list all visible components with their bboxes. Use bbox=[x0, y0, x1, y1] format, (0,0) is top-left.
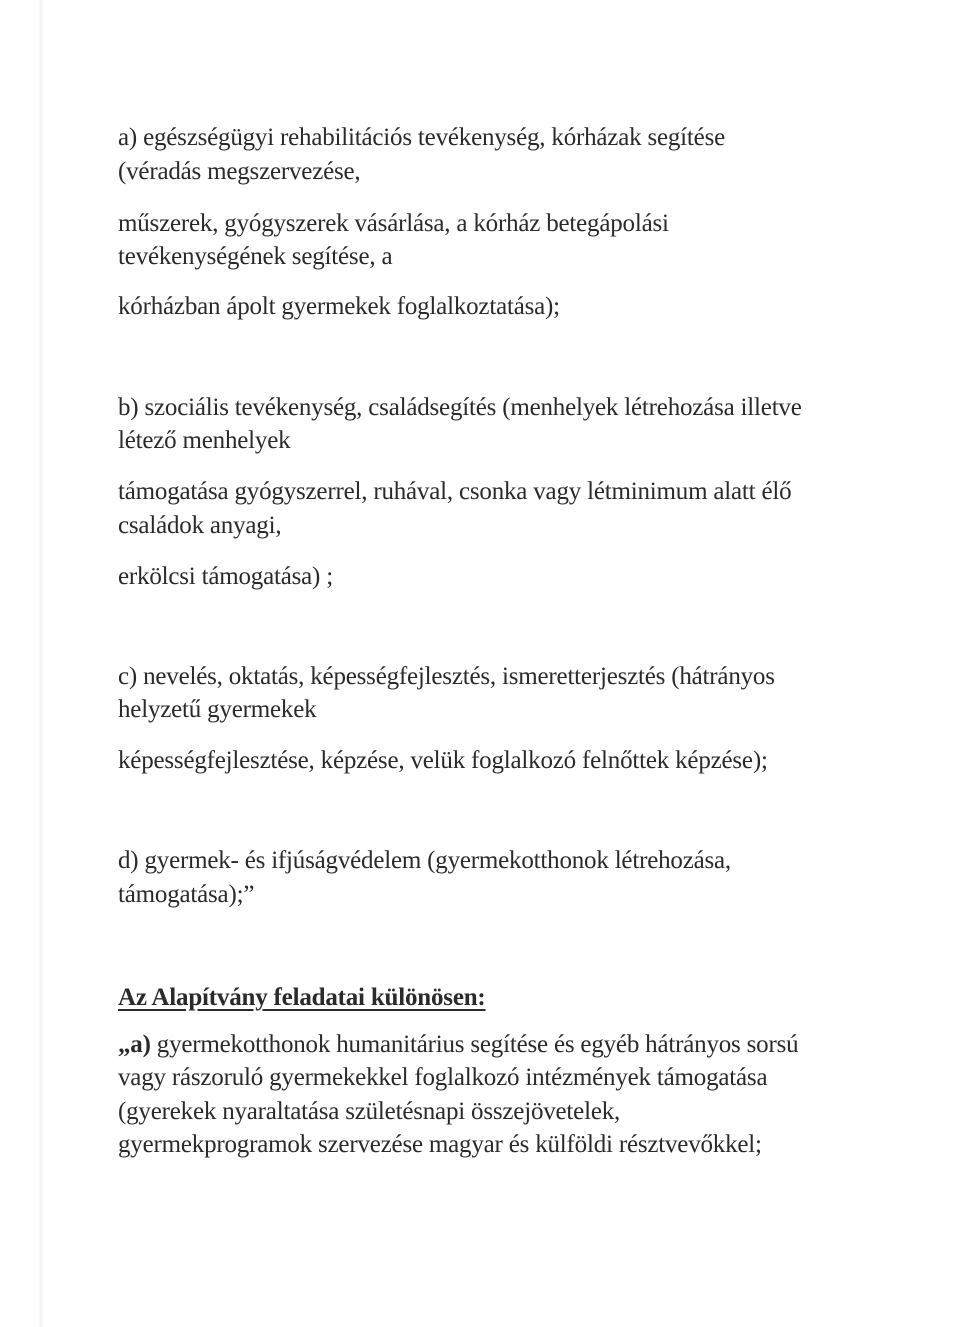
para-a-line-2: (véradás megszervezése, bbox=[118, 158, 361, 185]
para-c-line-1: c) nevelés, oktatás, képességfejlesztés, ismeretterjesztés (hátrányos bbox=[118, 663, 775, 690]
para-b-line-2: létező menhelyek bbox=[118, 427, 291, 454]
para-b-line-3: támogatása gyógyszerrel, ruhával, csonka vagy létminimum alatt élő bbox=[118, 478, 792, 505]
para-a-line-4: tevékenységének segítése, a bbox=[118, 243, 393, 270]
final-para-lead: „a) bbox=[118, 1031, 151, 1058]
final-para-line-1-text: gyermekotthonok humanitárius segítése és egyéb hátrányos sorsú bbox=[150, 1031, 799, 1058]
para-d-line-1: d) gyermek- és ifjúságvédelem (gyermekotthonok létrehozása, bbox=[118, 847, 731, 874]
para-b-line-1: b) szociális tevékenység, családsegítés (menhelyek létrehozása illetve bbox=[118, 394, 802, 421]
para-b-line-5: erkölcsi támogatása) ; bbox=[118, 563, 333, 590]
para-c-line-2: helyzetű gyermekek bbox=[118, 696, 317, 723]
scan-edge-shadow bbox=[38, 0, 44, 1327]
final-para-line-4: gyermekprogramok szervezése magyar és külföldi résztvevőkkel; bbox=[118, 1131, 762, 1158]
para-a-line-1: a) egészségügyi rehabilitációs tevékenység, kórházak segítése bbox=[118, 124, 725, 151]
final-para-line-3: (gyerekek nyaraltatása születésnapi összejövetelek, bbox=[118, 1098, 621, 1125]
para-c-line-3: képességfejlesztése, képzése, velük foglalkozó felnőttek képzése); bbox=[118, 747, 768, 774]
para-a-line-3: műszerek, gyógyszerek vásárlása, a kórház betegápolási bbox=[118, 210, 669, 237]
final-para-line-1 bbox=[118, 1030, 798, 1060]
para-d-line-2: támogatása);” bbox=[118, 881, 255, 908]
section-heading: Az Alapítvány feladatai különösen: bbox=[118, 984, 486, 1011]
final-para-line-2: vagy rászoruló gyermekekkel foglalkozó intézmények támogatása bbox=[118, 1064, 768, 1091]
para-a-line-5: kórházban ápolt gyermekek foglalkoztatása); bbox=[118, 293, 560, 320]
para-b-line-4: családok anyagi, bbox=[118, 512, 282, 539]
